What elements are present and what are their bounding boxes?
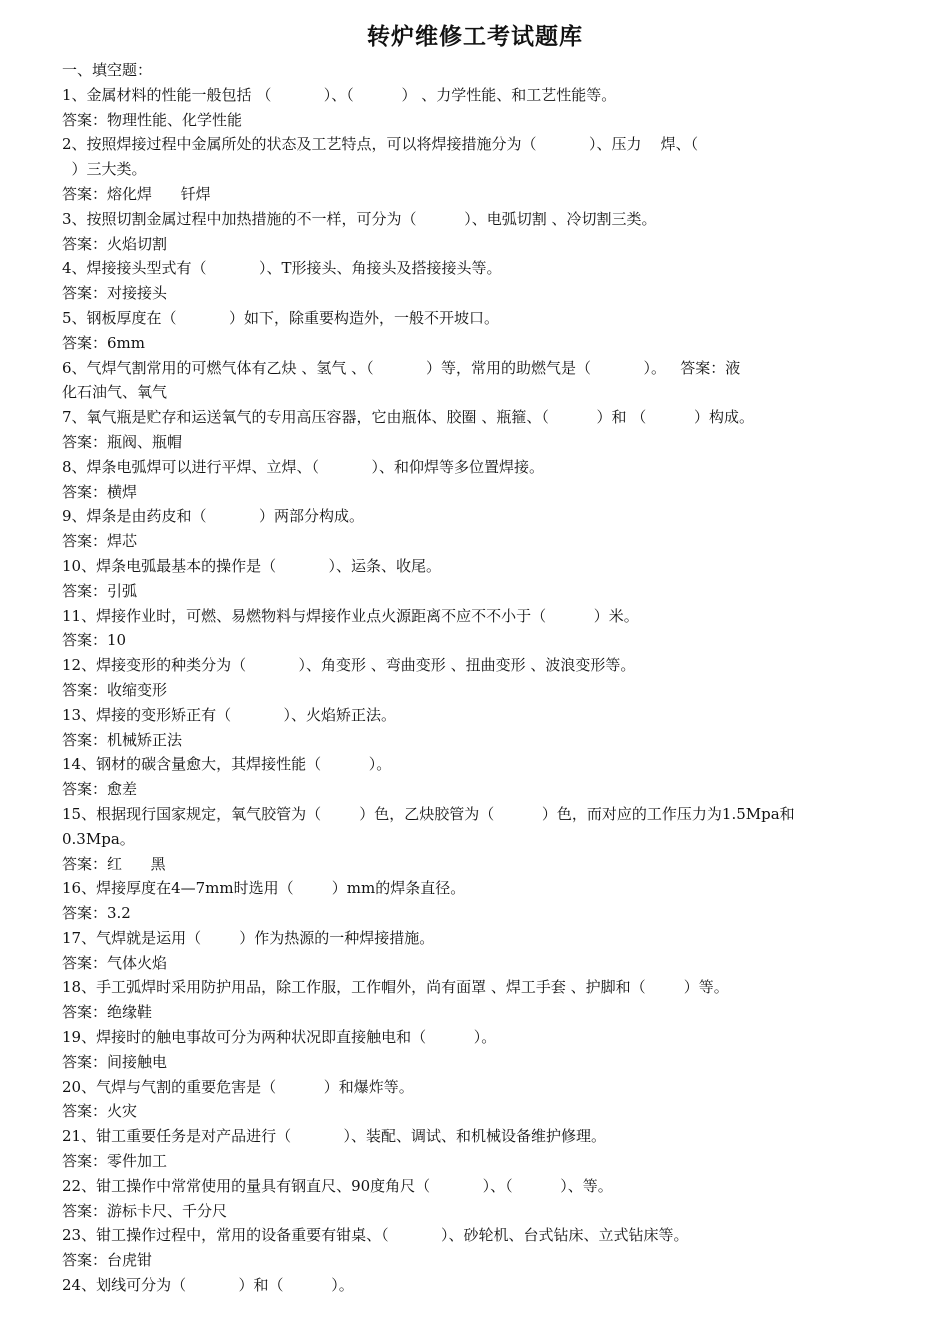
question-line: 4、焊接接头型式有（ ）、T形接头、角接头及搭接接头等。 bbox=[62, 259, 502, 278]
answer-line: 答案：绝缘鞋 bbox=[62, 1003, 153, 1022]
answer-line: 答案：熔化焊 钎焊 bbox=[62, 184, 211, 203]
answer-line: 答案：10 bbox=[62, 631, 127, 650]
answer-line: 答案：横焊 bbox=[62, 482, 138, 501]
question-line: ）三大类。 bbox=[62, 160, 147, 179]
question-line: 23、钳工操作过程中，常用的设备重要有钳桌、（ ）、砂轮机、台式钻床、立式钻床等。 bbox=[62, 1226, 689, 1245]
answer-line: 答案：瓶阀、瓶帽 bbox=[62, 432, 183, 451]
question-line: 8、焊条电弧焊可以进行平焊、立焊、（ ）、和仰焊等多位置焊接。 bbox=[62, 457, 544, 476]
answer-line: 答案：零件加工 bbox=[62, 1152, 168, 1171]
answer-line: 答案：愈差 bbox=[62, 780, 138, 799]
answer-line: 答案：物理性能、化学性能 bbox=[62, 110, 243, 129]
answer-line: 答案：焊芯 bbox=[62, 532, 138, 551]
answer-line: 答案：机械矫正法 bbox=[62, 730, 183, 749]
document-body bbox=[62, 58, 908, 1298]
question-line: 10、焊条电弧最基本的操作是（ ）、运条、收尾。 bbox=[62, 556, 442, 575]
question-line: 19、焊接时的触电事故可分为两种状况即直接触电和（ ）。 bbox=[62, 1028, 497, 1047]
question-line: 13、焊接的变形矫正有（ ）、火焰矫正法。 bbox=[62, 705, 397, 724]
question-line: 1、金属材料的性能一般包括 （ ）、（ ） 、力学性能、和工艺性能等。 bbox=[62, 85, 617, 104]
answer-line: 答案：游标卡尺、千分尺 bbox=[62, 1201, 228, 1220]
question-line: 12、焊接变形的种类分为（ ）、角变形 、弯曲变形 、扭曲变形 、波浪变形等。 bbox=[62, 656, 636, 675]
answer-line: 答案：台虎钳 bbox=[62, 1251, 153, 1270]
answer-line: 答案：间接触电 bbox=[62, 1052, 168, 1071]
question-line: 15、根据现行国家规定，氧气胶管为（ ）色，乙炔胶管为（ ）色，而对应的工作压力为1.5Mpa和 bbox=[62, 804, 795, 823]
question-line: 9、焊条是由药皮和（ ）两部分构成。 bbox=[62, 507, 364, 526]
question-line: 24、划线可分为（ ）和（ ）。 bbox=[62, 1276, 354, 1295]
answer-line: 答案：收缩变形 bbox=[62, 680, 168, 699]
question-line: 21、钳工重要任务是对产品进行（ ）、装配、调试、和机械设备维护修理。 bbox=[62, 1127, 607, 1146]
section-heading: 一、填空题： bbox=[62, 61, 153, 79]
question-line: 6、气焊气割常用的可燃气体有乙炔 、氢气 、（ ）等，常用的助燃气是（ ）。 答案：液 bbox=[62, 358, 741, 377]
answer-line: 答案：6mm bbox=[62, 333, 145, 352]
answer-line: 答案：火焰切割 bbox=[62, 234, 168, 253]
question-line: 17、气焊就是运用（ ）作为热源的一种焊接措施。 bbox=[62, 928, 435, 947]
question-line: 7、氧气瓶是贮存和运送氧气的专用高压容器，它由瓶体、胶圈 、瓶箍、（ ）和 （ ）构成。 bbox=[62, 408, 754, 427]
answer-line: 答案：对接接头 bbox=[62, 284, 168, 303]
question-line: 14、钢材的碳含量愈大，其焊接性能（ ）。 bbox=[62, 755, 392, 774]
question-line: 11、焊接作业时，可燃、易燃物料与焊接作业点火源距离不应不不小于（ ）米。 bbox=[62, 606, 639, 625]
question-line: 20、气焊与气割的重要危害是（ ）和爆炸等。 bbox=[62, 1077, 414, 1096]
question-line: 16、焊接厚度在4—7mm时选用（ ）mm的焊条直径。 bbox=[62, 879, 466, 898]
answer-line: 答案：气体火焰 bbox=[62, 953, 168, 972]
question-line: 3、按照切割金属过程中加热措施的不一样，可分为（ ）、电弧切割 、冷切割三类。 bbox=[62, 209, 657, 228]
question-line: 2、按照焊接过程中金属所处的状态及工艺特点，可以将焊接措施分为（ ）、压力 焊、（ bbox=[62, 135, 699, 154]
answer-line: 答案：引弧 bbox=[62, 581, 138, 600]
question-line: 18、手工弧焊时采用防护用品，除工作服，工作帽外，尚有面罩 、焊工手套 、护脚和（ ）等。 bbox=[62, 978, 729, 997]
question-line: 5、钢板厚度在（ ）如下，除重要构造外，一般不开坡口。 bbox=[62, 308, 499, 327]
question-line: 化石油气、氧气 bbox=[62, 383, 168, 402]
answer-line: 答案：火灾 bbox=[62, 1102, 138, 1121]
answer-line: 答案：红 黑 bbox=[62, 854, 166, 873]
question-line: 0.3Mpa。 bbox=[62, 829, 135, 848]
page-title: 转炉维修工考试题库 bbox=[367, 24, 583, 50]
answer-line: 答案：3.2 bbox=[62, 904, 131, 923]
question-line: 22、钳工操作中常常使用的量具有钢直尺、90度角尺（ ）、（ ）、等。 bbox=[62, 1176, 613, 1195]
